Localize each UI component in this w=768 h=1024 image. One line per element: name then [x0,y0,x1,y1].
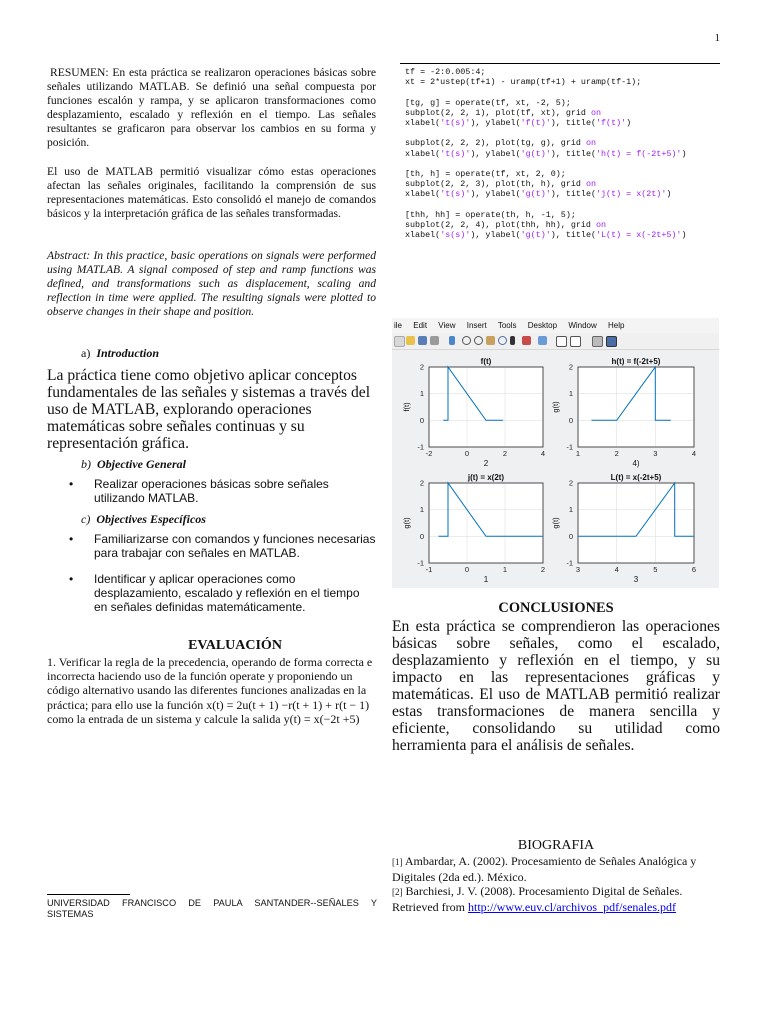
edit-plot-icon[interactable] [449,336,455,345]
colorbar-icon[interactable] [556,336,567,347]
intro-heading [81,346,159,361]
x-tick-label: 1 [575,449,581,458]
objective-general-title: Objective General [97,457,186,471]
reference-text: Ambardar, A. (2002). Procesamiento de Señales Analógica y Digitales (2da ed.). México. [392,854,697,884]
zoom-out-icon[interactable] [474,336,483,345]
x-tick-label: -1 [425,565,433,574]
code-line: subplot(2, 2, 4), plot(thh, hh), grid [405,220,596,231]
objectives-specific-marker: c) [81,512,91,526]
figure-toolbar [392,333,719,350]
y-tick-label: 1 [419,505,424,515]
x-tick-label: 3 [575,565,581,574]
evaluacion-title: EVALUACIÓN [188,638,282,653]
code-string: 'g(t)' [520,189,551,200]
code-string: 'g(t)' [520,148,551,159]
y-tick-label: 2 [419,362,424,372]
code-line: [thh, hh] = operate(th, h, -1, 5); [405,209,576,220]
rotate-icon[interactable] [498,336,507,345]
code-line: subplot(2, 2, 2), plot(tg, g), grid [405,138,586,149]
new-figure-icon[interactable] [394,336,405,347]
below-axis-label: 1 [483,575,489,584]
code-listing [405,67,686,240]
code-line: [th, h] = operate(tf, xt, 2, 0); [405,169,566,180]
code-keyword: on [585,138,596,149]
subplot-area [392,350,719,588]
matlab-figure-window [392,318,719,588]
code-line: xlabel( [405,230,441,241]
y-tick-label: 0 [568,531,573,541]
link-icon[interactable] [538,336,547,345]
intro-marker: a) [81,346,91,360]
code-line: ) [681,230,687,241]
objective-general-heading [81,457,186,472]
y-tick-label: 2 [419,478,424,488]
code-keyword: on [585,179,596,190]
below-axis-label: 4) [632,459,640,468]
objectives-specific-list-2 [47,572,376,614]
x-tick-label: 5 [653,565,658,574]
objective-general-marker: b) [81,457,91,471]
x-tick-label: 3 [653,449,658,458]
objectives-specific-list [47,532,376,560]
page-number: 1 [714,32,720,44]
code-string: 'g(t)' [520,230,551,241]
objectives-specific-heading [81,512,206,527]
code-keyword: on [590,107,602,118]
open-file-icon[interactable] [406,336,415,345]
reference-1 [392,854,722,885]
code-line: subplot(2, 2, 1), plot(tf, xt), grid [405,107,591,118]
biografia-title: BIOGRAFIA [517,838,595,853]
code-line: [tg, g] = operate(tf, xt, -2, 5); [405,97,571,108]
legend-icon[interactable] [570,336,581,347]
code-string: 't(s)' [440,148,471,159]
zoom-in-icon[interactable] [462,336,471,345]
resumen-paragraph: RESUMEN: En esta práctica se realizaron operaciones básicas sobre señales utilizando MATLAB. Se definió una señal compuesta por funciones escalón y rampa, y se aplicaron transformaciones como desplazamiento, escalado y reflexión en el tiempo. Las señales resultantes se graficaron para observar los cambios en su forma y posición. [47,66,376,149]
y-axis-label: g(t) [402,517,411,529]
code-string: 'L(t) = x(-2t+5)' [596,230,682,241]
menu-window[interactable]: Window [568,321,597,330]
code-string: 's(s)' [440,230,471,241]
code-line: xlabel( [405,148,441,159]
code-string: 'f(t)' [520,118,551,129]
code-keyword: on [595,220,607,231]
code-line: subplot(2, 2, 3), plot(th, h), grid [405,179,586,190]
code-line: ), title( [550,118,596,129]
y-tick-label: -1 [566,442,573,452]
intro-title: Introduction [96,346,160,360]
print-icon[interactable] [430,336,439,345]
y-axis-label: g(t) [551,517,560,529]
objective-general-list [47,477,376,505]
y-tick-label: -1 [566,558,573,568]
axes-box [578,483,694,563]
code-line: tf = -2:0.005:4; [405,67,486,77]
reference-number: [2] [392,887,403,897]
y-tick-label: 2 [568,478,573,488]
code-line: xlabel( [405,189,441,200]
subplot-title: h(t) = f(-2t+5) [611,357,661,366]
x-tick-label: 4 [540,449,546,458]
x-tick-label: 2 [540,565,546,574]
menu-desktop[interactable]: Desktop [527,321,558,330]
x-tick-label: 0 [464,565,470,574]
data-cursor-icon[interactable] [510,336,515,345]
y-tick-label: -1 [417,442,424,452]
reference-number: [1] [392,857,403,867]
menu-tools[interactable]: Tools [497,321,517,330]
x-tick-label: 0 [464,449,470,458]
x-tick-label: 1 [502,565,508,574]
y-tick-label: 0 [419,415,424,425]
code-top-rule [400,63,720,64]
reference-2 [392,884,722,915]
menu-edit[interactable]: Edit [413,321,428,330]
y-tick-label: 0 [568,415,573,425]
x-tick-label: 6 [691,565,697,574]
footnote-rule [47,894,130,895]
code-line: ) [666,189,672,200]
menu-view[interactable]: View [438,321,456,330]
code-string: 't(s)' [440,118,471,129]
axes-box [429,367,543,447]
y-axis-label: f(t) [402,402,411,412]
x-tick-label: 4 [614,565,619,574]
code-line: ), title( [550,148,596,159]
x-tick-label: 4 [691,449,697,458]
subplot-title: L(t) = x(-2t+5) [610,473,662,482]
x-tick-label: 2 [502,449,508,458]
code-line: ) [626,118,632,129]
x-tick-label: -2 [425,449,433,458]
y-tick-label: -1 [417,558,424,568]
axes-box [578,367,694,447]
code-line: ), ylabel( [470,189,521,200]
code-line: xlabel( [405,118,441,129]
y-tick-label: 1 [419,389,424,399]
menu-help[interactable]: Help [608,321,625,330]
code-line: xt = 2*ustep(tf+1) - uramp(tf+1) + uramp(tf-1); [405,77,642,88]
x-tick-label: 2 [614,449,619,458]
figure-menubar [392,318,719,333]
below-axis-label: 2 [483,459,489,468]
axes-box [429,483,543,563]
brush-icon[interactable] [522,336,531,345]
pan-icon[interactable] [486,336,495,345]
list-item: • Realizar operaciones básicas sobre señales utilizando MATLAB. [47,477,376,505]
y-tick-label: 1 [568,389,573,399]
y-axis-label: g(t) [551,401,560,413]
code-string: 't(s)' [440,189,471,200]
code-string: 'h(t) = f(-2t+5)' [596,148,682,159]
code-line: ), title( [550,189,596,200]
subplot-title: f(t) [480,357,492,366]
reference-link[interactable]: http://www.euv.cl/archivos_pdf/senales.pdf [467,900,677,914]
code-line: ), ylabel( [470,118,521,129]
resumen-paragraph-2: El uso de MATLAB permitió visualizar cómo estas operaciones afectan las señales originales, facilitando la comprensión de sus representaciones matemáticas. Esto consolidó el manejo de comandos básicos y la interpretación gráfica de las señales transformadas. [47,165,376,220]
list-item: • Familiarizarse con comandos y funciones necesarias para trabajar con señales en MATLAB. [47,532,376,560]
reference-text: Barchiesi, J. V. (2008). Procesamiento Digital de Señales. Retrieved from [392,884,683,914]
abstract-paragraph: Abstract: In this practice, basic operations on signals were performed using MATLAB. A signal composed of step and ramp functions was defined, and transformations such as displacement, scaling and reflection in time were applied. The resulting signals were plotted to observe changes in their shape and position. [47,249,376,318]
y-tick-label: 2 [568,362,573,372]
code-line: ), ylabel( [470,148,521,159]
footer-note: UNIVERSIDAD FRANCISCO DE PAULA SANTANDER--SEÑALES Y SISTEMAS [47,898,377,919]
y-tick-label: 1 [568,505,573,515]
show-tools-icon[interactable] [606,336,617,347]
conclusiones-title: CONCLUSIONES [498,600,614,616]
evaluacion-text: 1. Verificar la regla de la precedencia, operando de forma correcta e incorrecta haciendo uso de la función operate y proponiendo un código alternativo usando las diferentes funciones analizadas en la práctica; para ello use la función x(t) = 2u(t + 1) −r(t + 1) + r(t − 1) como la entrada de un sistema y calcule la salida y(t) = x(−2t +5) [47,655,373,726]
conclusiones-text: En esta práctica se comprendieron las operaciones básicas sobre señales, como el escalado, desplazamiento y reflexión en el tiempo, y su impacto en las representaciones gráficas y matemáticas. El uso de MATLAB permitió realizar estas transformaciones de manera sencilla y eficiente, consolidando su utilidad como herramienta para el análisis de señales. [392,618,720,754]
hide-tools-icon[interactable] [592,336,603,347]
subplot-title: j(t) = x(2t) [467,473,505,482]
menu-file[interactable]: ile [394,321,403,330]
below-axis-label: 3 [633,575,639,584]
code-line: ), title( [550,230,596,241]
code-string: 'j(t) = x(2t)' [596,189,667,200]
objectives-specific-title: Objectives Específicos [96,512,206,526]
menu-insert[interactable]: Insert [466,321,487,330]
code-string: 'f(t)' [596,118,627,129]
intro-text: La práctica tiene como objetivo aplicar conceptos fundamentales de las señales y sistemas a través del uso de MATLAB, explorando operaciones matemáticas sobre señales continuas y su representación gráfica. [47,367,371,452]
code-line: ), ylabel( [470,230,521,241]
list-item: • Identificar y aplicar operaciones como desplazamiento, escalado y reflexión en el tiempo en señales definidas matemáticamente. [47,572,376,614]
y-tick-label: 0 [419,531,424,541]
save-icon[interactable] [418,336,427,345]
code-line: ) [681,148,687,159]
